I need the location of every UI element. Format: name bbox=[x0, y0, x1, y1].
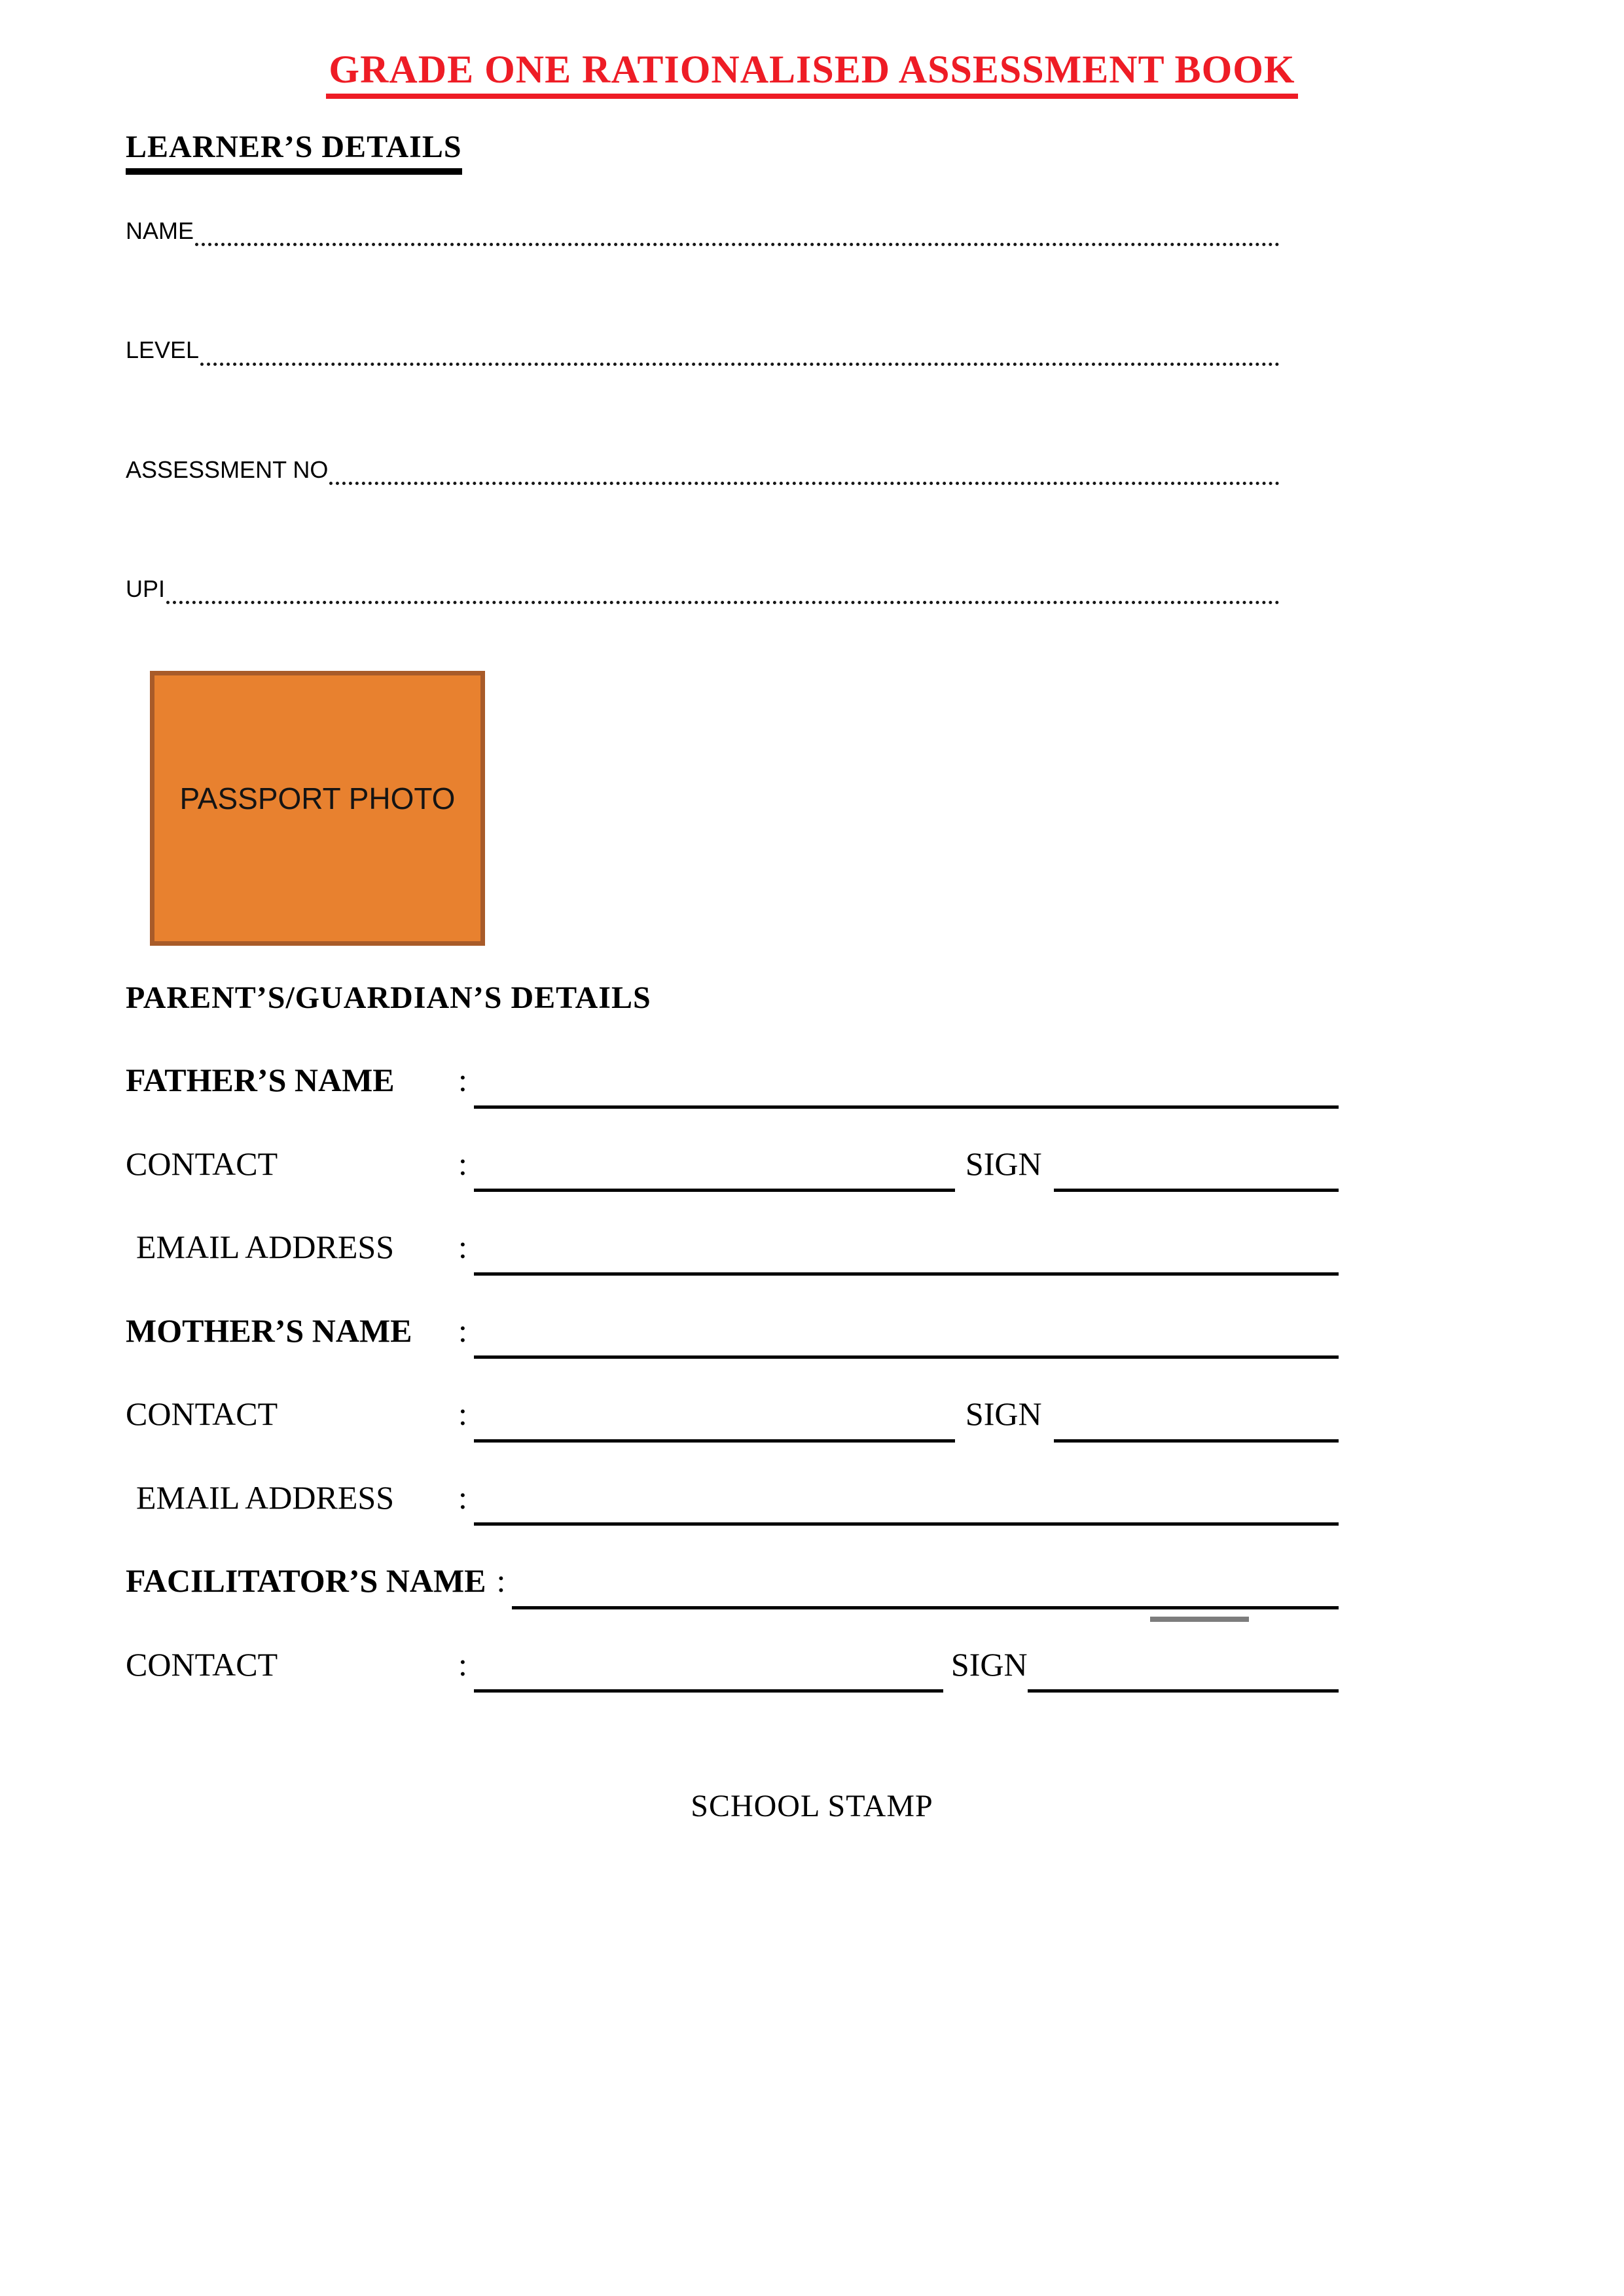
fathers-name-blank-line bbox=[474, 1098, 1339, 1109]
field-label-name: NAME bbox=[126, 217, 194, 245]
contact-blank-line bbox=[474, 1181, 955, 1192]
colon: : bbox=[458, 1312, 467, 1349]
field-label-level: LEVEL bbox=[126, 336, 200, 364]
sign-label: SIGN bbox=[965, 1395, 1042, 1433]
contact-label: CONTACT bbox=[126, 1395, 278, 1433]
form-row-mother-contact bbox=[126, 1395, 1339, 1433]
form-row-mothers-name bbox=[126, 1312, 1339, 1350]
field-row-assessment-no bbox=[126, 456, 1280, 484]
email-address-label: EMAIL ADDRESS bbox=[136, 1479, 395, 1516]
facilitators-name-label: FACILITATOR’S NAME bbox=[126, 1562, 486, 1600]
colon: : bbox=[458, 1145, 467, 1182]
form-row-facilitators-name bbox=[126, 1562, 1339, 1600]
dotted-leader bbox=[166, 596, 1280, 604]
email-blank-line bbox=[474, 1515, 1339, 1526]
sign-blank-line bbox=[1054, 1181, 1339, 1192]
field-label-assessment-no: ASSESSMENT NO bbox=[126, 456, 329, 483]
sign-label: SIGN bbox=[950, 1645, 1028, 1683]
dotted-leader bbox=[329, 476, 1280, 485]
colon: : bbox=[458, 1645, 467, 1683]
parent-details-heading: PARENT’S/GUARDIAN’S DETAILS bbox=[126, 980, 651, 1015]
field-row-level bbox=[126, 336, 1280, 364]
contact-label: CONTACT bbox=[126, 1145, 278, 1182]
passport-photo-box bbox=[150, 671, 485, 946]
form-row-fathers-name bbox=[126, 1062, 1339, 1100]
field-row-name bbox=[126, 217, 1280, 245]
passport-photo-label: PASSPORT PHOTO bbox=[179, 781, 456, 816]
learner-heading-row bbox=[126, 129, 1498, 175]
learner-details-heading: LEARNER’S DETAILS bbox=[126, 129, 462, 175]
colon: : bbox=[458, 1395, 467, 1433]
title-row bbox=[126, 47, 1498, 99]
gray-line-fragment bbox=[1150, 1617, 1249, 1622]
field-label-upi: UPI bbox=[126, 575, 166, 602]
dotted-leader bbox=[200, 357, 1280, 366]
field-row-upi bbox=[126, 575, 1280, 603]
sign-blank-line bbox=[1028, 1681, 1339, 1693]
colon: : bbox=[496, 1562, 506, 1600]
fathers-name-label: FATHER’S NAME bbox=[126, 1062, 395, 1099]
page-title: GRADE ONE RATIONALISED ASSESSMENT BOOK bbox=[326, 47, 1297, 99]
colon: : bbox=[458, 1479, 467, 1516]
contact-blank-line bbox=[474, 1431, 955, 1443]
sign-blank-line bbox=[1054, 1431, 1339, 1443]
mothers-name-blank-line bbox=[474, 1348, 1339, 1359]
form-row-facilitator-contact bbox=[126, 1646, 1339, 1684]
email-blank-line bbox=[474, 1265, 1339, 1276]
colon: : bbox=[458, 1062, 467, 1099]
form-row-mother-email bbox=[126, 1479, 1339, 1517]
contact-blank-line bbox=[474, 1681, 943, 1693]
dotted-leader bbox=[195, 238, 1280, 246]
school-stamp-row bbox=[126, 1788, 1498, 1824]
form-row-father-contact bbox=[126, 1145, 1339, 1183]
contact-label: CONTACT bbox=[126, 1645, 278, 1683]
form-row-father-email bbox=[126, 1229, 1339, 1266]
email-address-label: EMAIL ADDRESS bbox=[136, 1229, 395, 1266]
school-stamp-label: SCHOOL STAMP bbox=[691, 1789, 933, 1824]
facilitators-name-blank-line bbox=[512, 1598, 1339, 1609]
mothers-name-label: MOTHER’S NAME bbox=[126, 1312, 412, 1349]
colon: : bbox=[458, 1229, 467, 1266]
sign-label: SIGN bbox=[965, 1145, 1042, 1182]
